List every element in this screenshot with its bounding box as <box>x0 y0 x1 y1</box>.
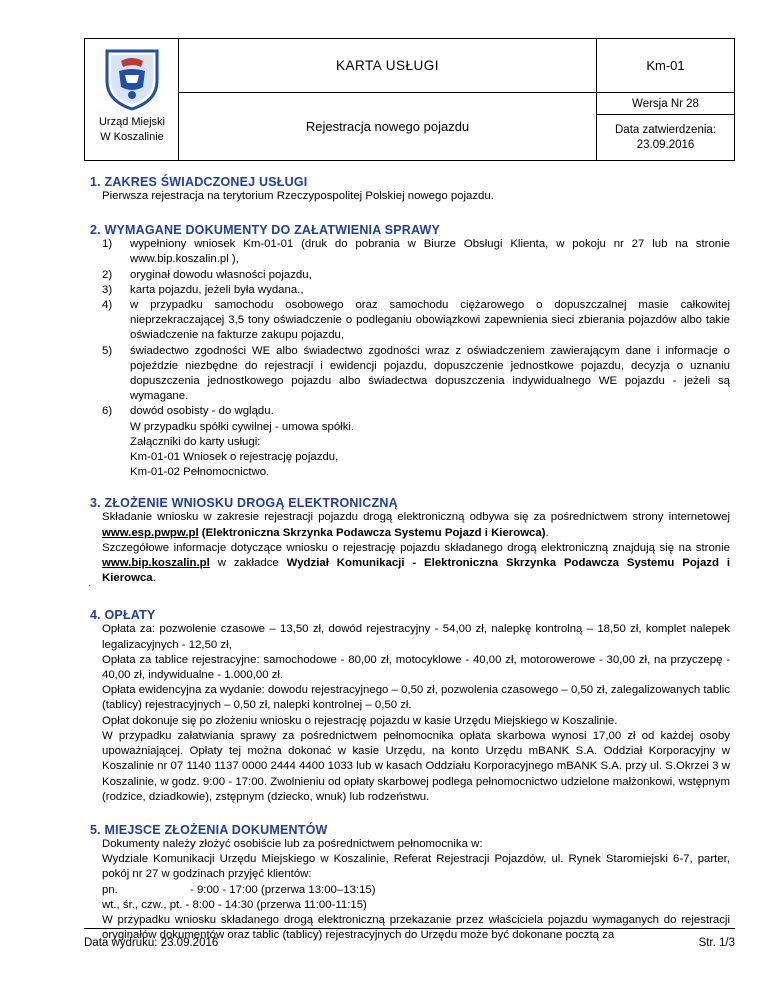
fee-paragraph: W przypadku załatwiania sprawy za pośrednictwem pełnomocnika opłata skarbowa wynosi 17,00 zł od każdej osoby upoważniającej. Opłaty tej można dokonać w kasie Urzędu, na konto Urzędu mBANK S.A. Oddział Korporacyjny w Koszalinie nr 07 1140 1137 0000 2444 4400 1033 lub w kasach Oddziału Korporacyjnego mBANK S.A. przy ul. S.Okrzei 3 w Koszalinie, w godz. 9:00 - 17:00. Zwolnieniu od opłaty skarbowej podlega pełnomocnictwo udzielone małżonkowi, wstępnym (rodzice, dziadkowie), zstępnym (dziecko, wnuk) lub rodzeństwu. <box>102 729 730 803</box>
separator-dot: . <box>88 577 92 589</box>
card-title: KARTA USŁUGI <box>179 39 597 93</box>
section-3-p1: Składanie wniosku w zakresie rejestracji pojazdu drogą elektroniczną odbywa się za pośrednictwem strony internetowej www.esp.pwpw.pl (Elektroniczna Skrzynka Podawcza Systemu Pojazd i Kierowca). <box>102 511 730 539</box>
section-2-extra <box>130 420 730 481</box>
place-paragraph-last: W przypadku wniosku składanego drogą elektroniczną przekazanie przez właściciela pojazdu wymaganych do rejestracji oryginałów dokumentów oraz tablic (tablicy) rejestracyjnych do Urzędu może być dokonane pocztą za <box>102 913 730 942</box>
list-item: 1) wypełniony wniosek Km-01-01 (druk do pobrania w Biurze Obsługi Klienta, w pokoju nr 27 lub na stronie www.bip.koszalin.pl ), <box>102 238 730 266</box>
page-number: Str. 1/3 <box>698 937 735 949</box>
section-5-title: 5. MIEJSCE ZŁOŻENIA DOKUMENTÓW <box>90 822 328 837</box>
card-code: Km-01 <box>597 39 734 93</box>
extra-line: W przypadku spółki cywilnej - umowa spółki. <box>130 420 355 433</box>
office-line-2: W Koszalinie <box>100 131 164 143</box>
hours-monday: pn. - 9:00 - 17:00 (przerwa 13:00–13:15) <box>102 883 376 896</box>
coat-of-arms-icon <box>103 47 161 111</box>
fee-paragraph: Opłata za: pozwolenie czasowe – 13,50 zł, dowód rejestracyjny - 54,00 zł, nalepkę kontrolną – 18,50 zł, komplet nalepek legalizacyjnych - 12,50 zł, <box>102 623 730 651</box>
place-paragraph: Dokumenty należy złożyć osobiście lub za pośrednictwem pełnomocnika w: <box>102 837 483 850</box>
office-line-1: Urząd Miejski <box>98 116 165 128</box>
section-3-p2: Szczegółowe informacje dotyczące wniosku o rejestrację pojazdu składanego drogą elektroniczną znajdują się na stronie www.bip.koszalin.pl w zakładce Wydział Komunikacji - Elektroniczna Skrzynka Podawcza Systemu Pojazd i Kierowca. <box>102 541 731 585</box>
print-date: Data wydruku: 23.09.2016 <box>84 937 219 949</box>
approval-date: 23.09.2016 <box>636 138 695 151</box>
hours-other-days: wt., śr., czw., pt. - 8:00 - 14:30 (przerwa 11:00-11:15) <box>102 898 367 911</box>
card-subtitle: Rejestracja nowego pojazdu <box>179 93 597 160</box>
list-item: 2) oryginał dowodu własności pojazdu, <box>102 268 312 281</box>
office-name <box>85 115 179 145</box>
section-1-title: 1. ZAKRES ŚWIADCZONEJ USŁUGI <box>90 175 308 189</box>
extra-line: Załączniki do karty usługi: <box>130 435 261 448</box>
page-footer <box>84 928 735 949</box>
approval-label: Data zatwierdzenia: <box>615 123 716 136</box>
logo-cell <box>85 39 179 160</box>
fee-paragraph: Opłata za tablice rejestracyjne: samochodowe - 80,00 zł, motocyklowe - 40,00 zł, motorowerowe - 30,00 zł, na przyczepę - 40,00 zł, indywidualne - 1.000,00 zł. <box>102 653 730 682</box>
list-item: 5) świadectwo zgodności WE albo świadectwo zgodności wraz z oświadczeniem zawierającym dane i informacje o pojeździe niezbędne do rejestracji i ewidencji pojazdu, dopuszczenie jednostkowe pojazdu, decyzja o uznaniu dopuszczenia jednostkowego pojazdu albo świadectwa dopuszczenia indywidualnego WE pojazdu - jeżeli są wymagane. <box>102 344 730 403</box>
place-paragraph: Wydziale Komunikacji Urzędu Miejskiego w Koszalinie, Referat Rejestracji Pojazdów, ul. Rynek Staromiejski 6-7, parter, pokój nr 27 w godzinach przyjęć klientów: <box>102 853 730 881</box>
section-3-title: 3. ZŁOŻENIE WNIOSKU DROGĄ ELEKTRONICZNĄ <box>90 496 398 511</box>
fee-paragraph: Opłat dokonuje się po złożeniu wniosku o rejestrację pojazdu w kasie Urzędu Miejskiego w Koszalinie. <box>102 714 618 727</box>
required-documents-list <box>102 237 730 419</box>
list-item: 3) karta pojazdu, jeżeli była wydana., <box>102 283 304 296</box>
header-table <box>84 38 735 161</box>
attachment-link: Km-01-02 Pełnomocnictwo. <box>130 466 270 479</box>
attachment-link: Km-01-01 Wniosek o rejestrację pojazdu, <box>130 451 339 464</box>
list-item: 4) w przypadku samochodu osobowego oraz samochodu ciężarowego o dopuszczalnej masie całkowitej nieprzekraczającej 3,5 tony oświadczenie o podleganiu obowiązkowi zapewnienia sieci zbierania pojazdów albo takie oświadczenie na fakturze zakupu pojazdu, <box>102 299 730 342</box>
bip-link[interactable]: www.bip.koszalin.pl <box>102 557 210 570</box>
section-1-text: Pierwsza rejestracja na terytorium Rzeczypospolitej Polskiej nowego pojazdu. <box>102 190 494 202</box>
esp-link[interactable]: www.esp.pwpw.pl <box>102 526 199 539</box>
section-4-title: 4. OPŁATY <box>90 608 156 623</box>
section-2-title: 2. WYMAGANE DOKUMENTY DO ZAŁATWIENIA SPRAWY <box>90 223 441 238</box>
approval-date-cell <box>597 115 734 160</box>
card-version: Wersja Nr 28 <box>597 93 734 115</box>
list-item: 6) dowód osobisty - do wglądu. <box>102 405 274 418</box>
fee-paragraph: Opłata ewidencyjna za wydanie: dowodu rejestracyjnego – 0,50 zł, pozwolenia czasowego – 0,50 zł, zalegalizowanych tablic (tablicy) rejestracyjnych – 0,50 zł, nalepki kontrolnej – 0,50 zł. <box>102 684 730 712</box>
document-body <box>90 175 730 943</box>
